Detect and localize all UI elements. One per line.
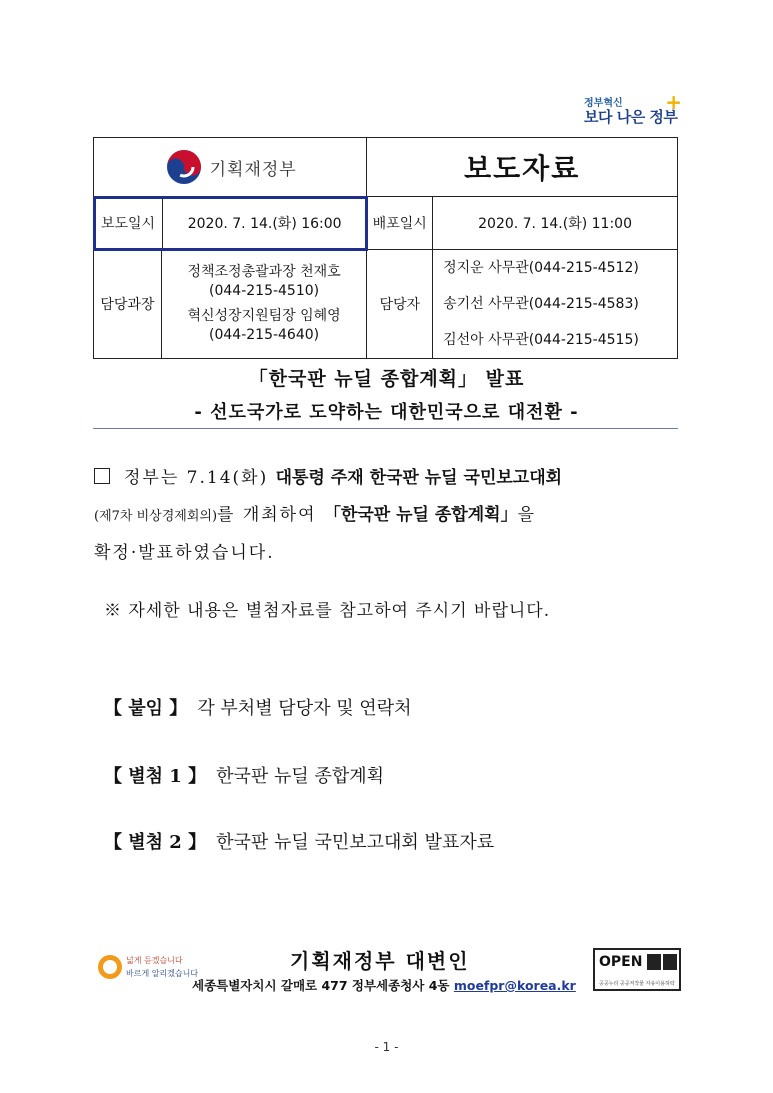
taegeuk-emblem-icon: [164, 147, 204, 187]
attachment-item: [104, 828, 494, 854]
contact-item: 정지운 사무관(044-215-4512): [443, 260, 639, 276]
email-link[interactable]: moefpr@korea.kr: [453, 978, 576, 993]
dept-heads: [161, 250, 367, 359]
distribution-value: 2020. 7. 14.(화) 11:00: [433, 197, 678, 250]
license-person-icon: [647, 954, 661, 970]
attachment-label: 【 별첨 1 】: [104, 766, 207, 787]
dept1-phone: (044-215-4510): [209, 283, 320, 299]
checkbox-bullet-icon: [94, 468, 110, 484]
distribution-label: 배포일시: [367, 197, 433, 250]
page-number: - 1 -: [374, 1040, 399, 1054]
dept-head-label: 담당과장: [94, 250, 162, 359]
slogan-small: 정부혁신: [584, 98, 623, 109]
summary-paragraph: [94, 460, 684, 572]
para-text-d: 를 개최하여: [217, 505, 324, 525]
press-title-cell: [367, 138, 678, 197]
press-header-table: [93, 137, 678, 359]
attachment-text: 한국판 뉴딜 종합계획: [216, 766, 385, 787]
press-title: 보도자료: [464, 152, 581, 185]
dept2-phone: (044-215-4640): [209, 327, 320, 343]
license-commercial-icon: [663, 954, 677, 970]
attachment-label: 【 붙임 】: [104, 698, 188, 719]
contact-item: 송기선 사무관(044-215-4583): [443, 296, 639, 312]
ministry-logo-cell: [94, 138, 367, 197]
open-license-badge: [593, 948, 681, 991]
para-paren: (제7차 비상경제회의): [94, 509, 218, 524]
contact-label: 담당자: [367, 250, 433, 359]
dept1-name: 정책조정총괄과장 천재호: [187, 264, 341, 280]
subheadline: - 선도국가로 도약하는 대한민국으로 대전환 -: [194, 402, 579, 423]
ministry-name: 기획재정부: [209, 159, 297, 180]
open-text: OPEN: [599, 954, 643, 970]
slogan-logo: [584, 90, 684, 134]
attachment-item: [104, 762, 384, 788]
attachment-label: 【 별첨 2 】: [104, 832, 207, 853]
dept2-name: 혁신성장지원팀장 임혜영: [187, 308, 341, 324]
release-value: 2020. 7. 14.(화) 16:00: [187, 216, 342, 232]
address-line: [192, 976, 576, 994]
para-text-f: 을: [517, 505, 535, 525]
para-text-a: 정부는 7.14(화): [124, 468, 276, 488]
contact-item: 김선아 사무관(044-215-4515): [443, 332, 639, 348]
headline: 「한국판 뉴딜 종합계획」 발표: [248, 368, 525, 390]
attachment-text: 한국판 뉴딜 국민보고대회 발표자료: [216, 832, 495, 853]
para-plan: 「한국판 뉴딜 종합계획」: [323, 505, 518, 525]
plus-icon: +: [665, 90, 682, 114]
reference-note: ※ 자세한 내용은 별첨자료를 참고하여 주시기 바랍니다.: [104, 601, 551, 621]
release-time-group: [94, 197, 367, 250]
release-label: 보도일시: [94, 198, 163, 248]
logo-line-2: 바르게 알리겠습니다: [126, 969, 199, 978]
communication-logo: [98, 953, 199, 985]
attachment-text: 각 부처별 담당자 및 연락처: [197, 698, 412, 719]
slogan-big: 보다 나은 정부: [584, 108, 678, 126]
attachment-item: [104, 694, 411, 720]
spokesperson-title: 기획재정부 대변인: [290, 949, 470, 973]
title-divider: [93, 428, 678, 429]
open-caption: 공공누리 공공저작물 자유이용허락: [599, 981, 675, 987]
para-text-g: 확정·발표하였습니다.: [94, 543, 275, 563]
para-event: 대통령 주재 한국판 뉴딜 국민보고대회: [275, 468, 563, 488]
logo-line-1: 넓게 듣겠습니다: [126, 956, 183, 965]
contact-list: [433, 250, 678, 359]
address-text: 세종특별자치시 갈매로 477 정부세종청사 4동: [192, 978, 454, 993]
speech-circle-inner: [103, 960, 117, 974]
